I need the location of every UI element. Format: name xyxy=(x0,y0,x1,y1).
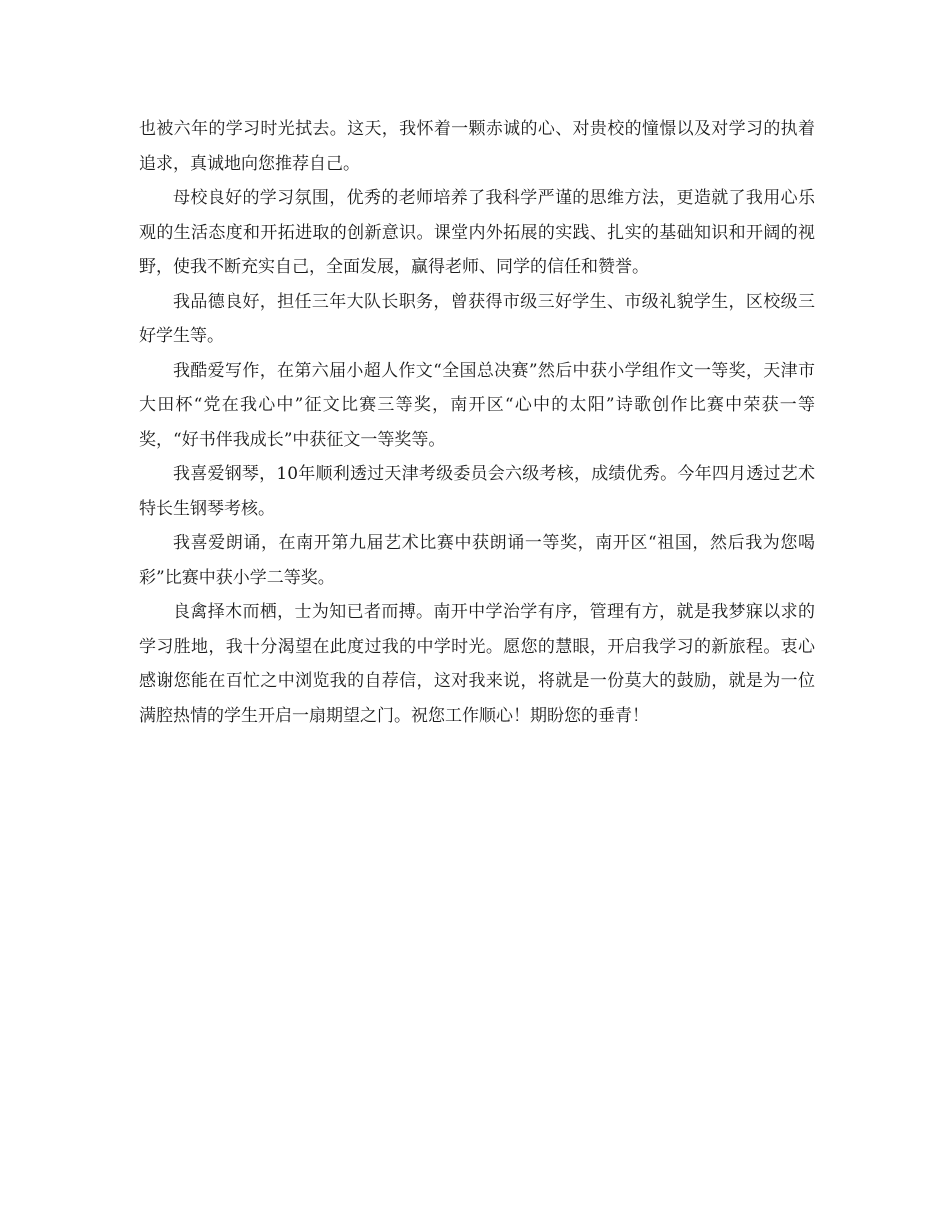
paragraph-character: 我品德良好，担任三年大队长职务，曾获得市级三好学生、市级礼貌学生，区校级三好学生等。 xyxy=(139,291,815,346)
paragraph-recitation: 我喜爱朗诵，在南开第九届艺术比赛中获朗诵一等奖，南开区“祖国，然后我为您喝彩”比赛中获小学二等奖。 xyxy=(139,533,815,588)
letter-body xyxy=(139,112,815,733)
paragraph-school-environment: 母校良好的学习氛围，优秀的老师培养了我科学严谨的思维方法，更造就了我用心乐观的生活态度和开拓进取的创新意识。课堂内外拓展的实践、扎实的基础知识和开阔的视野，使我不断充实自己，全面发展，赢得老师、同学的信任和赞誉。 xyxy=(139,188,815,277)
paragraph-continuation: 也被六年的学习时光拭去。这天，我怀着一颗赤诚的心、对贵校的憧憬以及对学习的执着追求，真诚地向您推荐自己。 xyxy=(139,119,815,174)
paragraph-writing-awards: 我酷爱写作，在第六届小超人作文“全国总决赛”然后中获小学组作文一等奖，天津市大田杯“党在我心中”征文比赛三等奖，南开区“心中的太阳”诗歌创作比赛中荣获一等奖，“好书伴我成长”中获征文一等奖等。 xyxy=(139,360,815,450)
paragraph-closing: 良禽择木而栖，士为知已者而搏。南开中学治学有序，管理有方，就是我梦寐以求的学习胜地，我十分渴望在此度过我的中学时光。愿您的慧眼，开启我学习的新旅程。衷心感谢您能在百忙之中浏览我的自荐信，这对我来说，将就是一份莫大的鼓励，就是为一位满腔热情的学生开启一扇期望之门。祝您工作顺心！期盼您的垂青！ xyxy=(139,602,815,726)
paragraph-piano: 我喜爱钢琴，10年顺利透过天津考级委员会六级考核，成绩优秀。今年四月透过艺术特长生钢琴考核。 xyxy=(139,464,815,519)
